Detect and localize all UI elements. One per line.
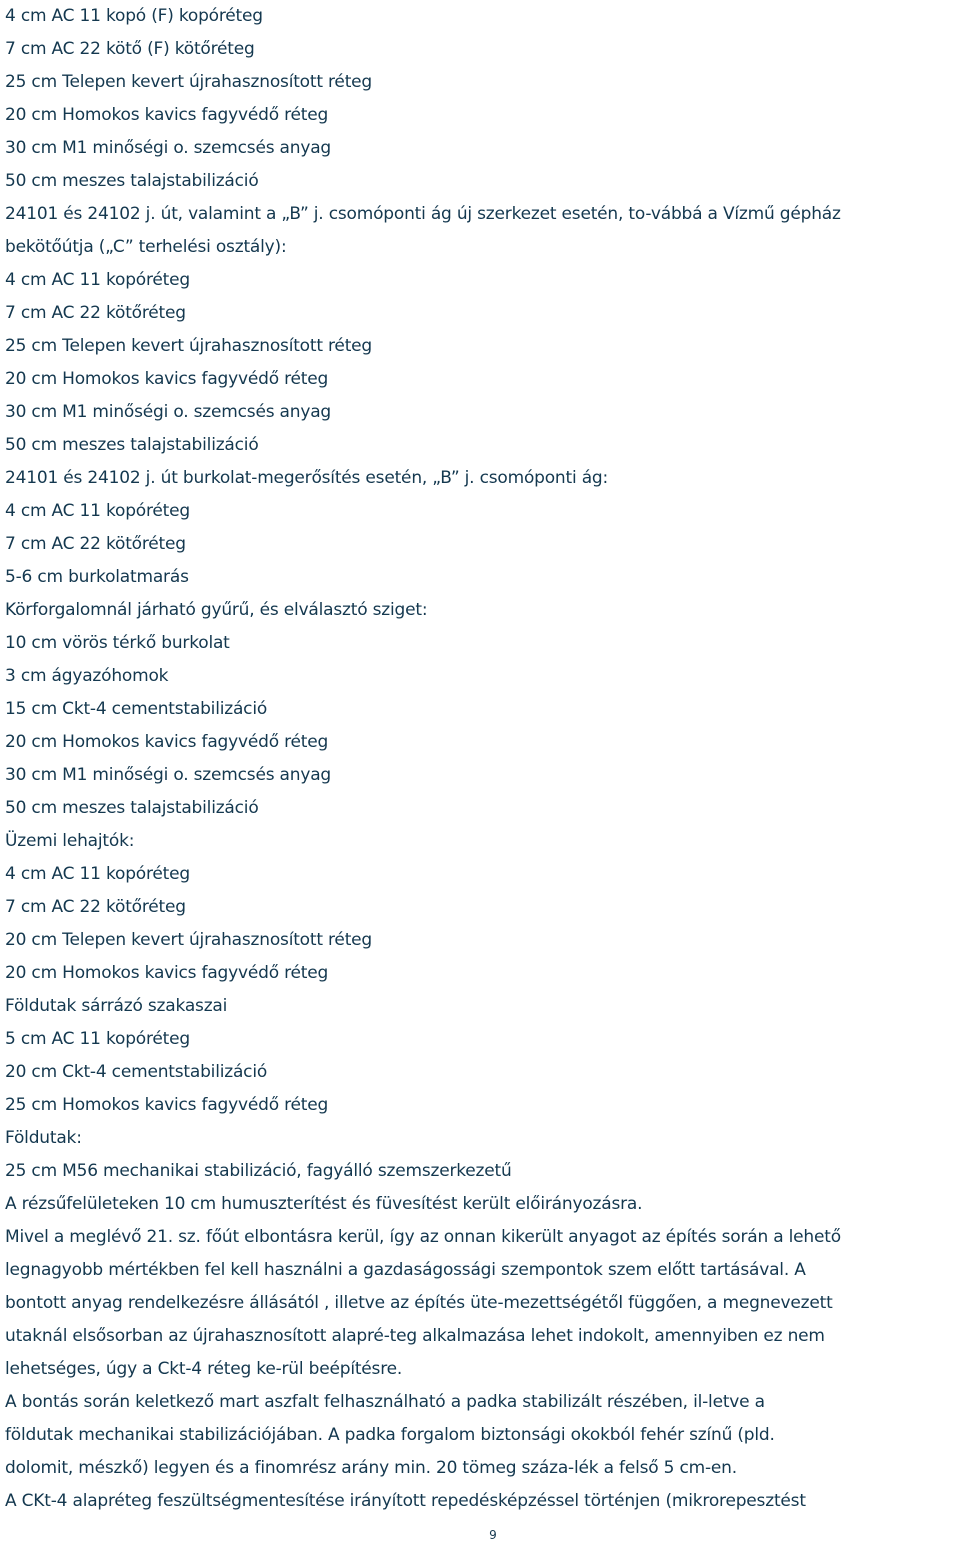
text-line: 3 cm ágyazóhomok bbox=[5, 666, 169, 686]
text-line: 24101 és 24102 j. út, valamint a „B” j. csomóponti ág új szerkezet esetén, to-vábbá a Vízmű gépház bbox=[5, 204, 841, 224]
text-line: 25 cm Homokos kavics fagyvédő réteg bbox=[5, 1095, 329, 1115]
text-line: Körforgalomnál járható gyűrű, és elválasztó sziget: bbox=[5, 600, 428, 620]
text-line: földutak mechanikai stabilizációjában. A padka forgalom biztonsági okokból fehér színű (pld. bbox=[5, 1425, 775, 1445]
text-line: Földutak: bbox=[5, 1128, 82, 1148]
text-line: 20 cm Homokos kavics fagyvédő réteg bbox=[5, 963, 329, 983]
text-line: 25 cm M56 mechanikai stabilizáció, fagyálló szemszerkezetű bbox=[5, 1161, 512, 1181]
text-line: 20 cm Homokos kavics fagyvédő réteg bbox=[5, 105, 329, 125]
text-line: A CKt-4 alapréteg feszültségmentesítése irányított repedésképzéssel történjen (mikrorepesztést bbox=[5, 1491, 806, 1511]
text-line: 10 cm vörös térkő burkolat bbox=[5, 633, 230, 653]
text-line: 7 cm AC 22 kötőréteg bbox=[5, 897, 186, 917]
text-line: 15 cm Ckt-4 cementstabilizáció bbox=[5, 699, 268, 719]
text-line: 50 cm meszes talajstabilizáció bbox=[5, 435, 259, 455]
text-line: bontott anyag rendelkezésre állásától , illetve az építés üte-mezettségétől függően, a megnevezett bbox=[5, 1293, 833, 1313]
text-line: 7 cm AC 22 kötőréteg bbox=[5, 303, 186, 323]
text-line: 4 cm AC 11 kopóréteg bbox=[5, 864, 190, 884]
text-line: A rézsűfelületeken 10 cm humuszterítést és füvesítést került előirányozásra. bbox=[5, 1194, 643, 1214]
text-line: 4 cm AC 11 kopó (F) kopóréteg bbox=[5, 6, 263, 26]
text-line: 4 cm AC 11 kopóréteg bbox=[5, 501, 190, 521]
text-line: Mivel a meglévő 21. sz. főút elbontásra kerül, így az onnan kikerült anyagot az építés során a lehető bbox=[5, 1227, 841, 1247]
text-line: dolomit, mészkő) legyen és a finomrész arány min. 20 tömeg száza-lék a felső 5 cm-en. bbox=[5, 1458, 737, 1478]
text-line: 7 cm AC 22 kötőréteg bbox=[5, 534, 186, 554]
text-line: 30 cm M1 minőségi o. szemcsés anyag bbox=[5, 138, 332, 158]
text-line: 4 cm AC 11 kopóréteg bbox=[5, 270, 190, 290]
text-line: 20 cm Telepen kevert újrahasznosított réteg bbox=[5, 930, 373, 950]
text-line: 25 cm Telepen kevert újrahasznosított réteg bbox=[5, 336, 373, 356]
text-line: 20 cm Ckt-4 cementstabilizáció bbox=[5, 1062, 268, 1082]
text-line: 7 cm AC 22 kötő (F) kötőréteg bbox=[5, 39, 255, 59]
text-line: Üzemi lehajtók: bbox=[5, 831, 135, 851]
text-line: 25 cm Telepen kevert újrahasznosított réteg bbox=[5, 72, 373, 92]
text-line: A bontás során keletkező mart aszfalt felhasználható a padka stabilizált részében, il-letve a bbox=[5, 1392, 765, 1412]
text-line: utaknál elsősorban az újrahasznosított alapré-teg alkalmazása lehet indokolt, amennyiben ez nem bbox=[5, 1326, 825, 1346]
text-line: 24101 és 24102 j. út burkolat-megerősítés esetén, „B” j. csomóponti ág: bbox=[5, 468, 609, 488]
text-line: 50 cm meszes talajstabilizáció bbox=[5, 171, 259, 191]
text-line: 30 cm M1 minőségi o. szemcsés anyag bbox=[5, 765, 332, 785]
text-line: 5 cm AC 11 kopóréteg bbox=[5, 1029, 190, 1049]
text-line: Földutak sárrázó szakaszai bbox=[5, 996, 228, 1016]
text-line: 20 cm Homokos kavics fagyvédő réteg bbox=[5, 369, 329, 389]
page-number: 9 bbox=[489, 1528, 497, 1542]
text-line: legnagyobb mértékben fel kell használni a gazdaságossági szempontok szem előtt tartásával. A bbox=[5, 1260, 806, 1280]
text-line: 20 cm Homokos kavics fagyvédő réteg bbox=[5, 732, 329, 752]
text-line: 5-6 cm burkolatmarás bbox=[5, 567, 189, 587]
text-line: 50 cm meszes talajstabilizáció bbox=[5, 798, 259, 818]
text-line: bekötőútja („C” terhelési osztály): bbox=[5, 237, 287, 257]
text-line: 30 cm M1 minőségi o. szemcsés anyag bbox=[5, 402, 332, 422]
document-body bbox=[5, 0, 960, 1518]
text-line: lehetséges, úgy a Ckt-4 réteg ke-rül beépítésre. bbox=[5, 1359, 403, 1379]
